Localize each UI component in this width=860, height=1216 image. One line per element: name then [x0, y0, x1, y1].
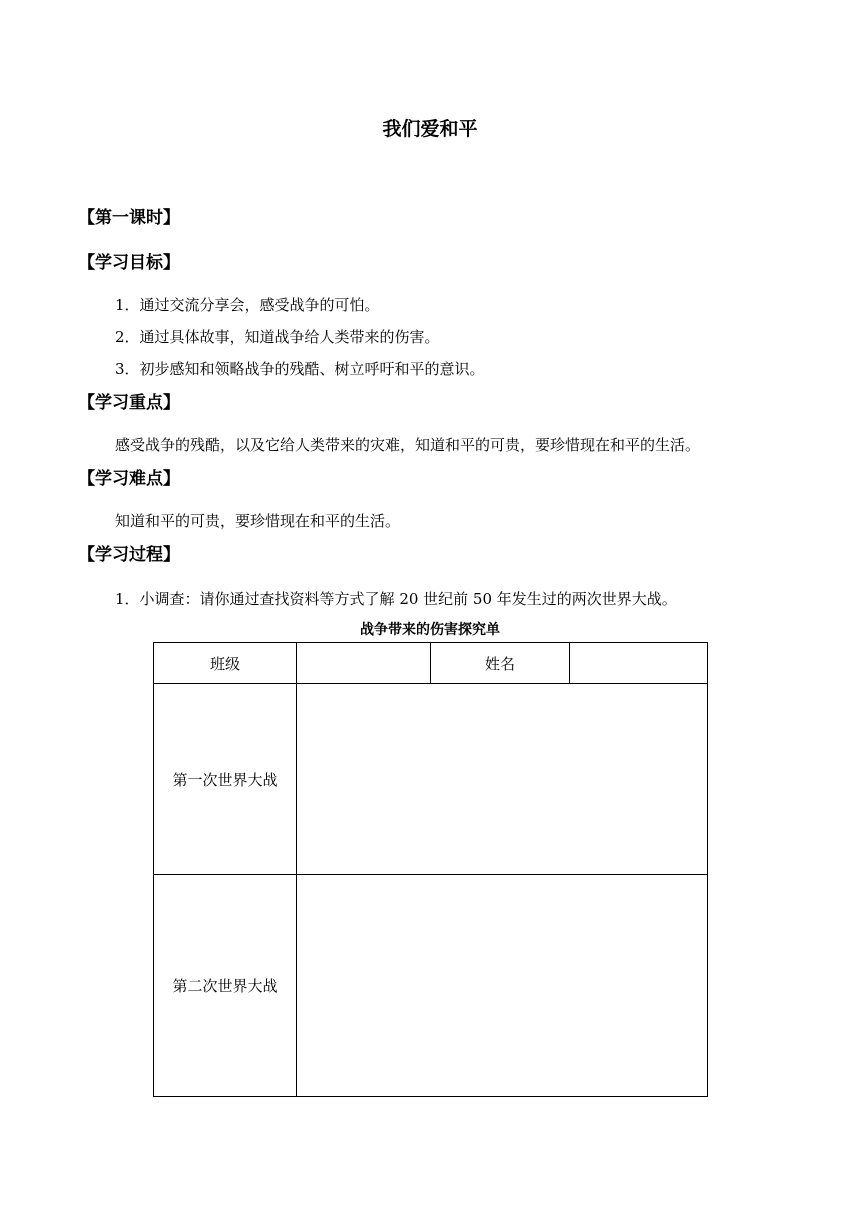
worksheet-caption: 战争带来的伤害探究单 — [360, 622, 500, 638]
ww2-label: 第二次世界大战 — [154, 875, 297, 1097]
class-label: 班级 — [154, 643, 297, 684]
class-field[interactable] — [297, 643, 431, 684]
objective-item: 3．初步感知和领略战争的残酷、树立呼吁和平的意识。 — [115, 360, 485, 378]
ww2-answer-cell[interactable] — [297, 875, 708, 1097]
process-item: 1．小调查：请你通过查找资料等方式了解 20 世纪前 50 年发生过的两次世界大战。 — [115, 590, 677, 608]
objectives-heading: 【学习目标】 — [78, 253, 180, 273]
ww1-answer-cell[interactable] — [297, 684, 708, 875]
worksheet-table — [153, 642, 708, 1097]
key-points-text: 感受战争的残酷，以及它给人类带来的灾难，知道和平的可贵，要珍惜现在和平的生活。 — [115, 436, 701, 454]
ww1-label: 第一次世界大战 — [154, 684, 297, 875]
objective-item: 2．通过具体故事，知道战争给人类带来的伤害。 — [115, 328, 440, 346]
worksheet-header-row — [154, 643, 708, 684]
table-row — [154, 684, 708, 875]
name-field[interactable] — [570, 643, 708, 684]
difficulties-text: 知道和平的可贵，要珍惜现在和平的生活。 — [115, 512, 401, 530]
key-points-heading: 【学习重点】 — [78, 393, 180, 413]
name-label: 姓名 — [431, 643, 570, 684]
page-title: 我们爱和平 — [382, 118, 478, 140]
table-row — [154, 875, 708, 1097]
objective-item: 1．通过交流分享会，感受战争的可怕。 — [115, 296, 380, 314]
difficulties-heading: 【学习难点】 — [78, 469, 180, 489]
process-heading: 【学习过程】 — [78, 545, 180, 565]
lesson-heading: 【第一课时】 — [78, 208, 180, 228]
